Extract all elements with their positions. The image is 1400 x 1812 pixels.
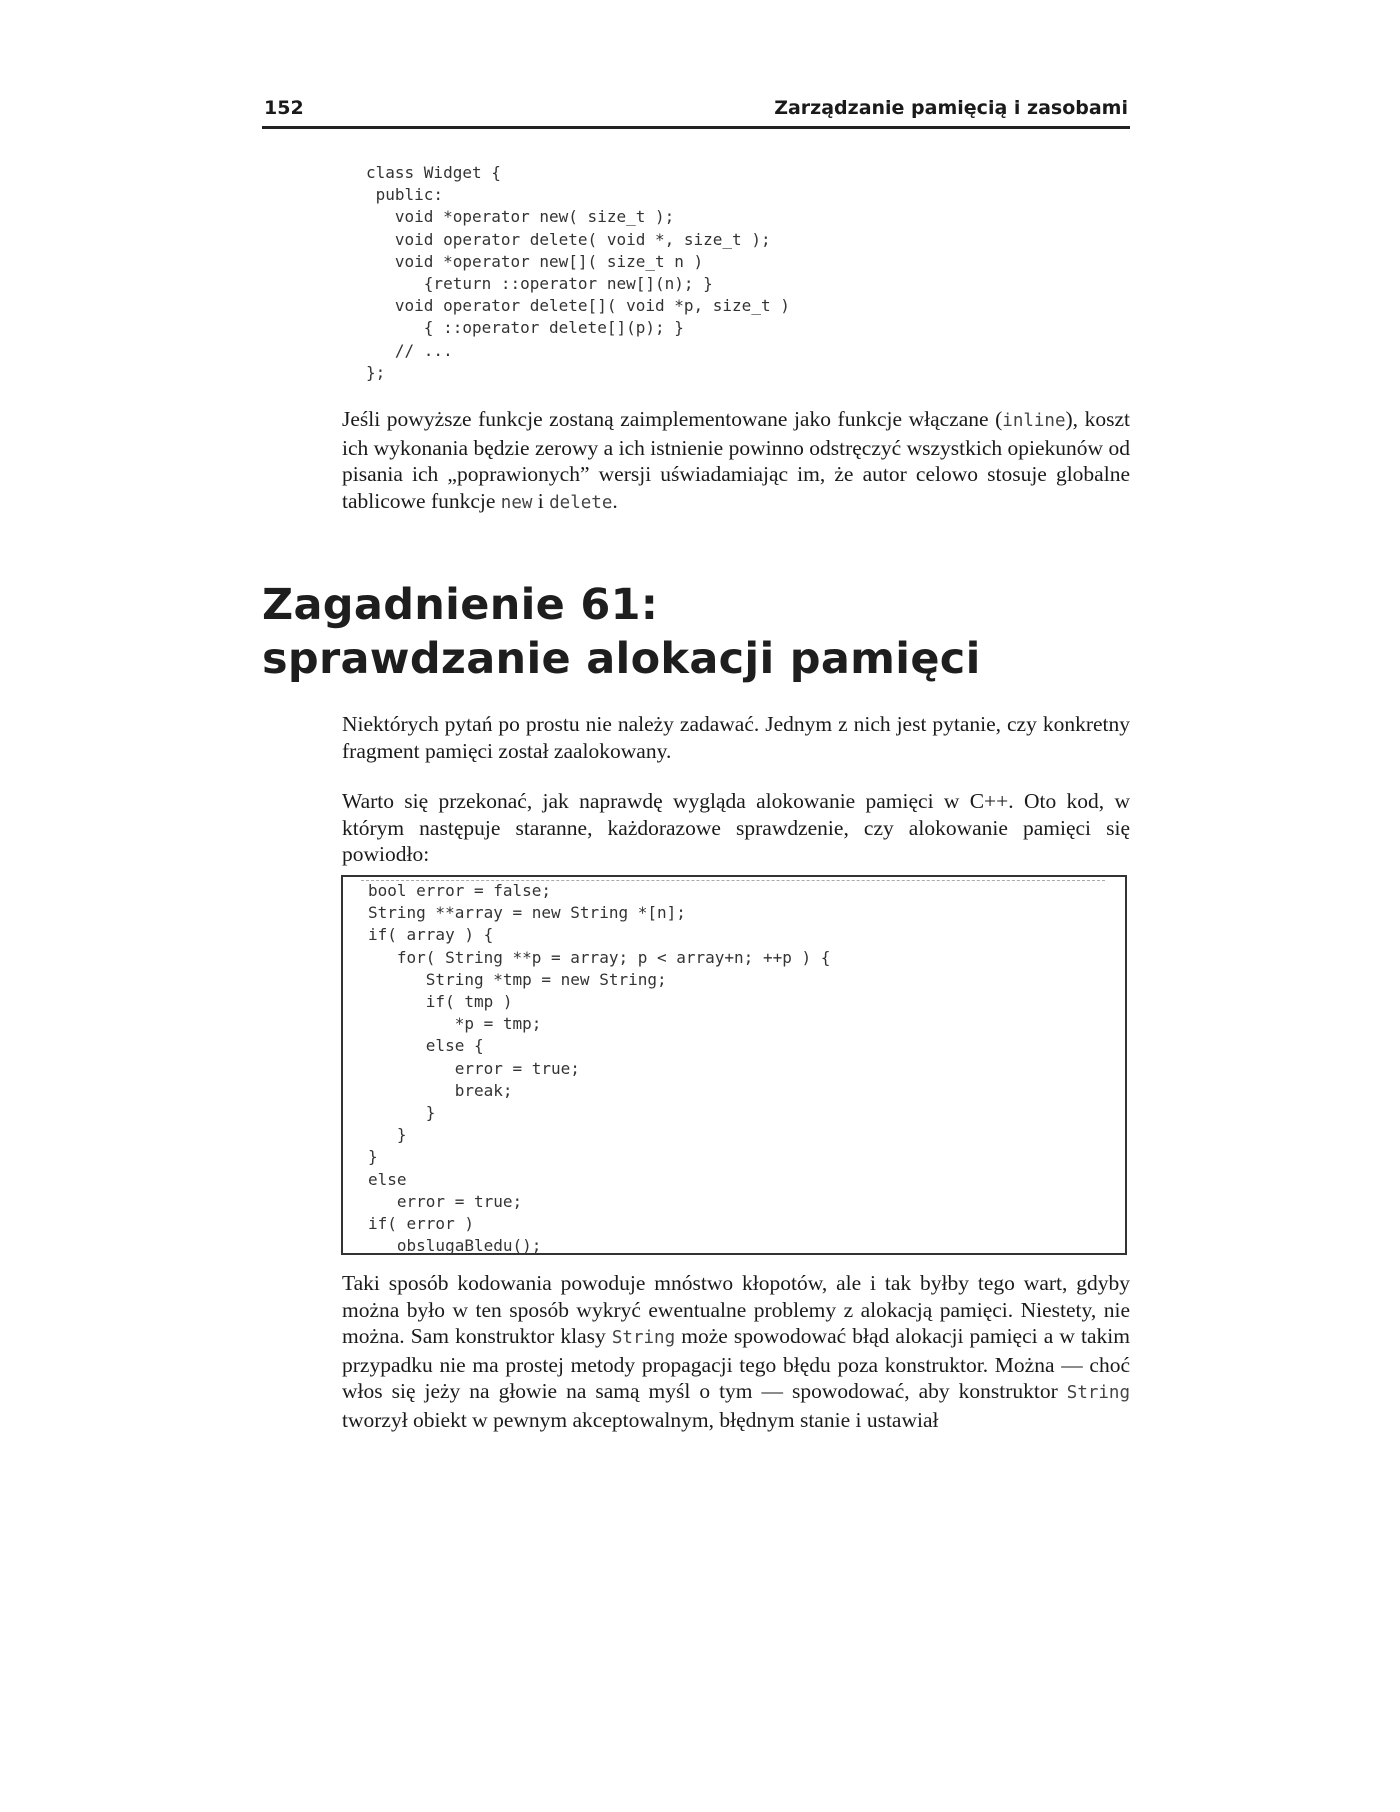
text-run: . [612,488,618,513]
paragraph-allocation: Warto się przekonać, jak naprawdę wygląda alokowanie pamięci w C++. Oto kod, w którym następuje staranne, każdorazowe sprawdzenie, czy alokowanie pamięci się powiodło: [342,789,1130,866]
code-block-allocation: bool error = false; String **array = new String *[n]; if( array ) { for( String **p = array; p < array+n; ++p ) { String *tmp = new String; if( tmp ) *p = tmp; else { error = true; break; } } } else error = true; if( error ) obslugaBledu(); [368,881,831,1256]
section-heading-line-1: Zagadnienie 61: [262,580,659,630]
inline-code: inline [1002,411,1066,431]
paragraph-constructor [342,1270,1130,1433]
section-heading [262,578,981,686]
inline-code: String [611,1328,676,1348]
code-block-widget: class Widget { public: void *operator new( size_t ); void operator delete( void *, size_t ); void *operator new[]( size_t n ) {return ::operator new[](n); } void operator delete[]( void *p, size_t ) { ::operator delete[](p); } // ... }; [366,163,790,382]
code-box-allocation-check [341,875,1127,1255]
running-title: Zarządzanie pamięcią i zasobami [774,97,1128,119]
text-run: Taki sposób kodowania powoduje mnóstwo kłopotów, ale i tak byłby tego wart, gdyby można było w ten sposób wykryć ewentualne problemy z alokacją pamięci. Niestety, nie można. Sam konstruktor klasy [342,1271,1130,1348]
page-header [262,94,1130,129]
inline-code: delete [549,492,613,513]
text-run: może spowodować błąd alokacji pamięci a w takim przypadku nie ma prostej metody propagacji tego błędu poza konstruktor. Można — choć włos się jeży na głowie na samą myśl o tym — spowodować, aby konstruktor [342,1324,1130,1403]
text-run: i [532,488,550,513]
paragraph-intro: Niektórych pytań po prostu nie należy zadawać. Jednym z nich jest pytanie, czy konkretny fragment pamięci został zaalokowany. [342,712,1130,763]
section-heading-line-2: sprawdzanie alokacji pamięci [262,634,981,684]
page-number: 152 [264,97,304,119]
paragraph-inline-functions [342,406,1130,516]
inline-code: String [1066,1383,1130,1403]
text-run: ), koszt ich wykonania będzie zerowy a ich istnienie powinno odstręczyć wszystkich opiekunów od pisania ich „poprawionych” wersji uświadamiając im, że autor celowo stosuje globalne tablicowe funkcje [342,407,1130,513]
inline-code: new [500,492,533,513]
text-run: tworzył obiekt w pewnym akceptowalnym, błędnym stanie i ustawiał [342,1407,939,1432]
text-run: Jeśli powyższe funkcje zostaną zaimplementowane jako funkcje włączane ( [342,407,1003,431]
